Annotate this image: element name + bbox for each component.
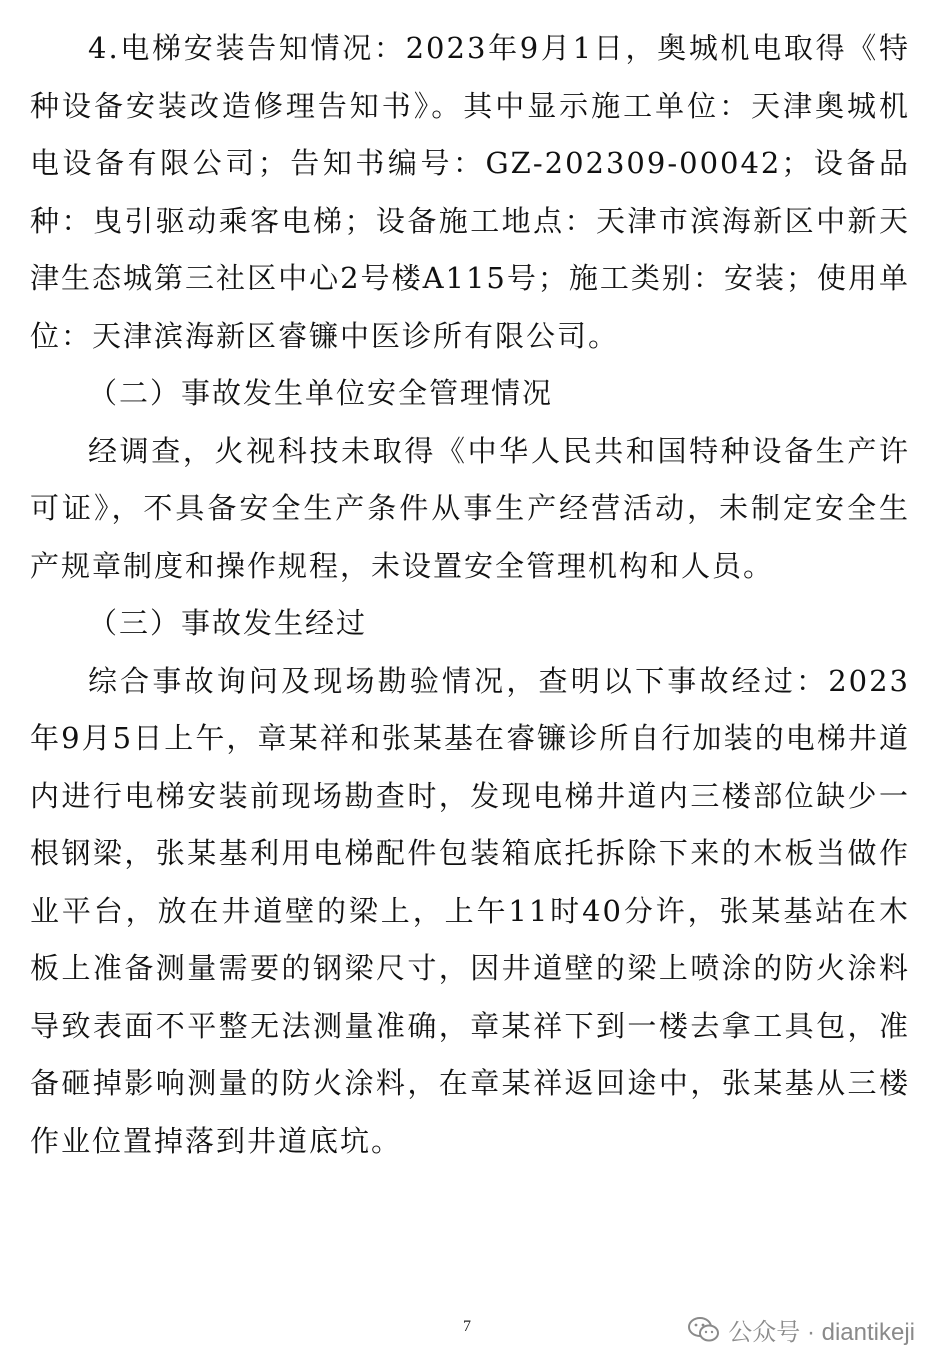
paragraph-elevator-installation-notice: 4.电梯安装告知情况：2023年9月1日，奥城机电取得《特种设备安装改造修理告知书》。其中显示施工单位：天津奥城机电设备有限公司；告知书编号：GZ-202309-00042；设备品种：曳引驱动乘客电梯；设备施工地点：天津市滨海新区中新天津生态城第三社区中心2号楼A115号；施工类别：安装；使用单位：天津滨海新区睿镰中医诊所有限公司。 bbox=[30, 31, 910, 353]
watermark-text: 公众号 · diantikeji bbox=[728, 1319, 915, 1346]
document-body bbox=[30, 20, 910, 1170]
section-heading-safety-management: （二）事故发生单位安全管理情况 bbox=[88, 376, 554, 410]
page-number: 7 bbox=[463, 1318, 471, 1335]
wechat-icon bbox=[688, 1316, 720, 1344]
section-heading-accident-process: （三）事故发生经过 bbox=[88, 606, 368, 640]
watermark bbox=[688, 1312, 915, 1347]
paragraph-accident-process: 综合事故询问及现场勘验情况，查明以下事故经过：2023年9月5日上午，章某祥和张某基在睿镰诊所自行加装的电梯井道内进行电梯安装前现场勘查时，发现电梯井道内三楼部位缺少一根钢梁，张某基利用电梯配件包装箱底托拆除下来的木板当做作业平台，放在井道壁的梁上，上午11时40分许，张某基站在木板上准备测量需要的钢梁尺寸，因井道壁的梁上喷涂的防火涂料导致表面不平整无法测量准确，章某祥下到一楼去拿工具包，准备砸掉影响测量的防火涂料，在章某祥返回途中，张某基从三楼作业位置掉落到井道底坑。 bbox=[30, 663, 910, 1158]
paragraph-safety-management: 经调查，火视科技未取得《中华人民共和国特种设备生产许可证》，不具备安全生产条件从事生产经营活动，未制定安全生产规章制度和操作规程，未设置安全管理机构和人员。 bbox=[30, 433, 910, 583]
